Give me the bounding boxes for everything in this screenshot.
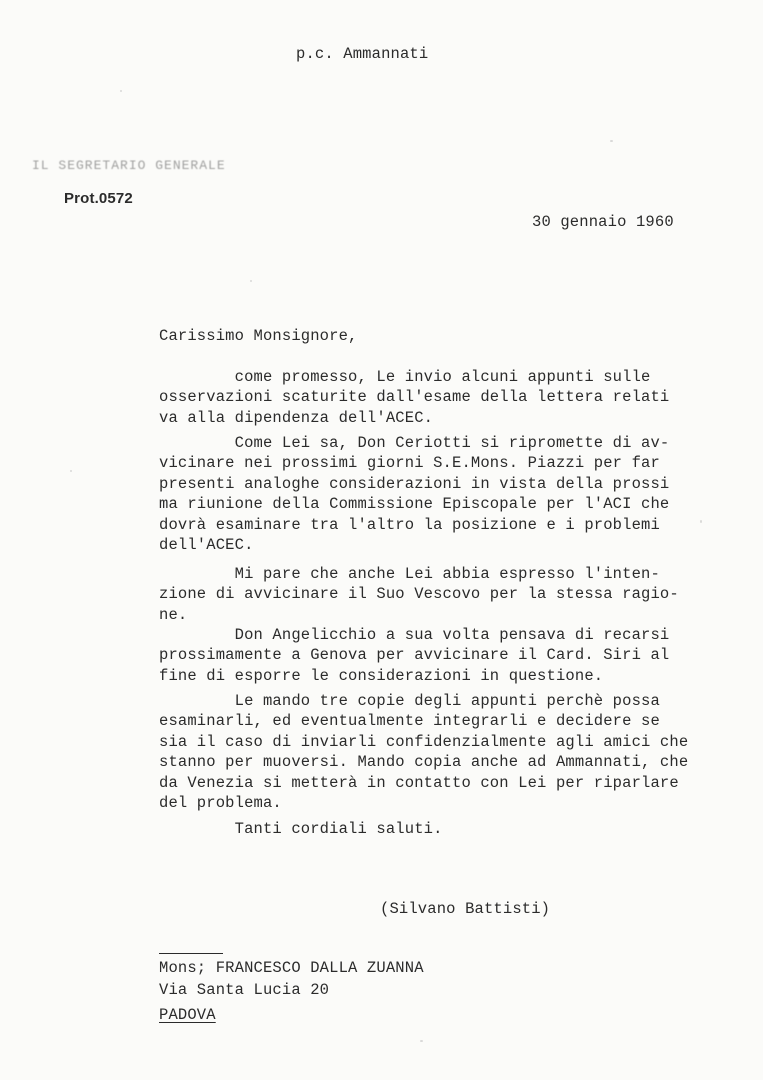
body-paragraph: Le mando tre copie degli appunti perchè possa esaminarli, ed eventualmente integrarli e decidere se sia il caso di inviarli confidenzialmente agli amici che stanno per muoversi. Mando copia anche ad Ammannati, che da Venezia si metterà in contatto con Lei per riparlare del problema.: [159, 692, 689, 813]
letter-date: 30 gennaio 1960: [532, 213, 674, 231]
protocol-number: Prot.0572: [64, 190, 133, 207]
body-paragraph: Mi pare che anche Lei abbia espresso l'inten- zione di avvicinare il Suo Vescovo per la stessa ragio- ne.: [159, 565, 679, 624]
office-stamp: IL SEGRETARIO GENERALE: [32, 158, 226, 173]
carbon-copy-note: p.c. Ammannati: [296, 45, 429, 63]
recipient-city: PADOVA: [159, 1006, 216, 1024]
closing-line: Tanti cordiali saluti.: [159, 820, 443, 838]
address-rule: [159, 953, 223, 954]
signature: (Silvano Battisti): [380, 900, 551, 918]
paper-speck: [250, 280, 252, 282]
paper-speck: [700, 520, 702, 523]
body-paragraph: come promesso, Le invio alcuni appunti sulle osservazioni scaturite dall'esame della lettera relati va alla dipendenza dell'ACEC.: [159, 368, 670, 427]
paper-speck: [120, 90, 122, 92]
paper-speck: [420, 1040, 423, 1042]
body-paragraph: Come Lei sa, Don Ceriotti si ripromette di av- vicinare nei prossimi giorni S.E.Mons. Piazzi per far presenti analoghe considerazioni in vista della prossi ma riunione della Commissione Episcopale per l'ACI che dovrà esaminare tra l'altro la posizione e i problemi dell'ACEC.: [159, 434, 670, 555]
paper-speck: [70, 470, 72, 472]
salutation: Carissimo Monsignore,: [159, 327, 358, 345]
body-paragraph: Don Angelicchio a sua volta pensava di recarsi prossimamente a Genova per avvicinare il Card. Siri al fine di esporre le considerazioni in questione.: [159, 626, 670, 685]
recipient-street: Via Santa Lucia 20: [159, 981, 330, 999]
recipient-name: Mons; FRANCESCO DALLA ZUANNA: [159, 959, 424, 977]
paper-speck: [610, 140, 613, 142]
